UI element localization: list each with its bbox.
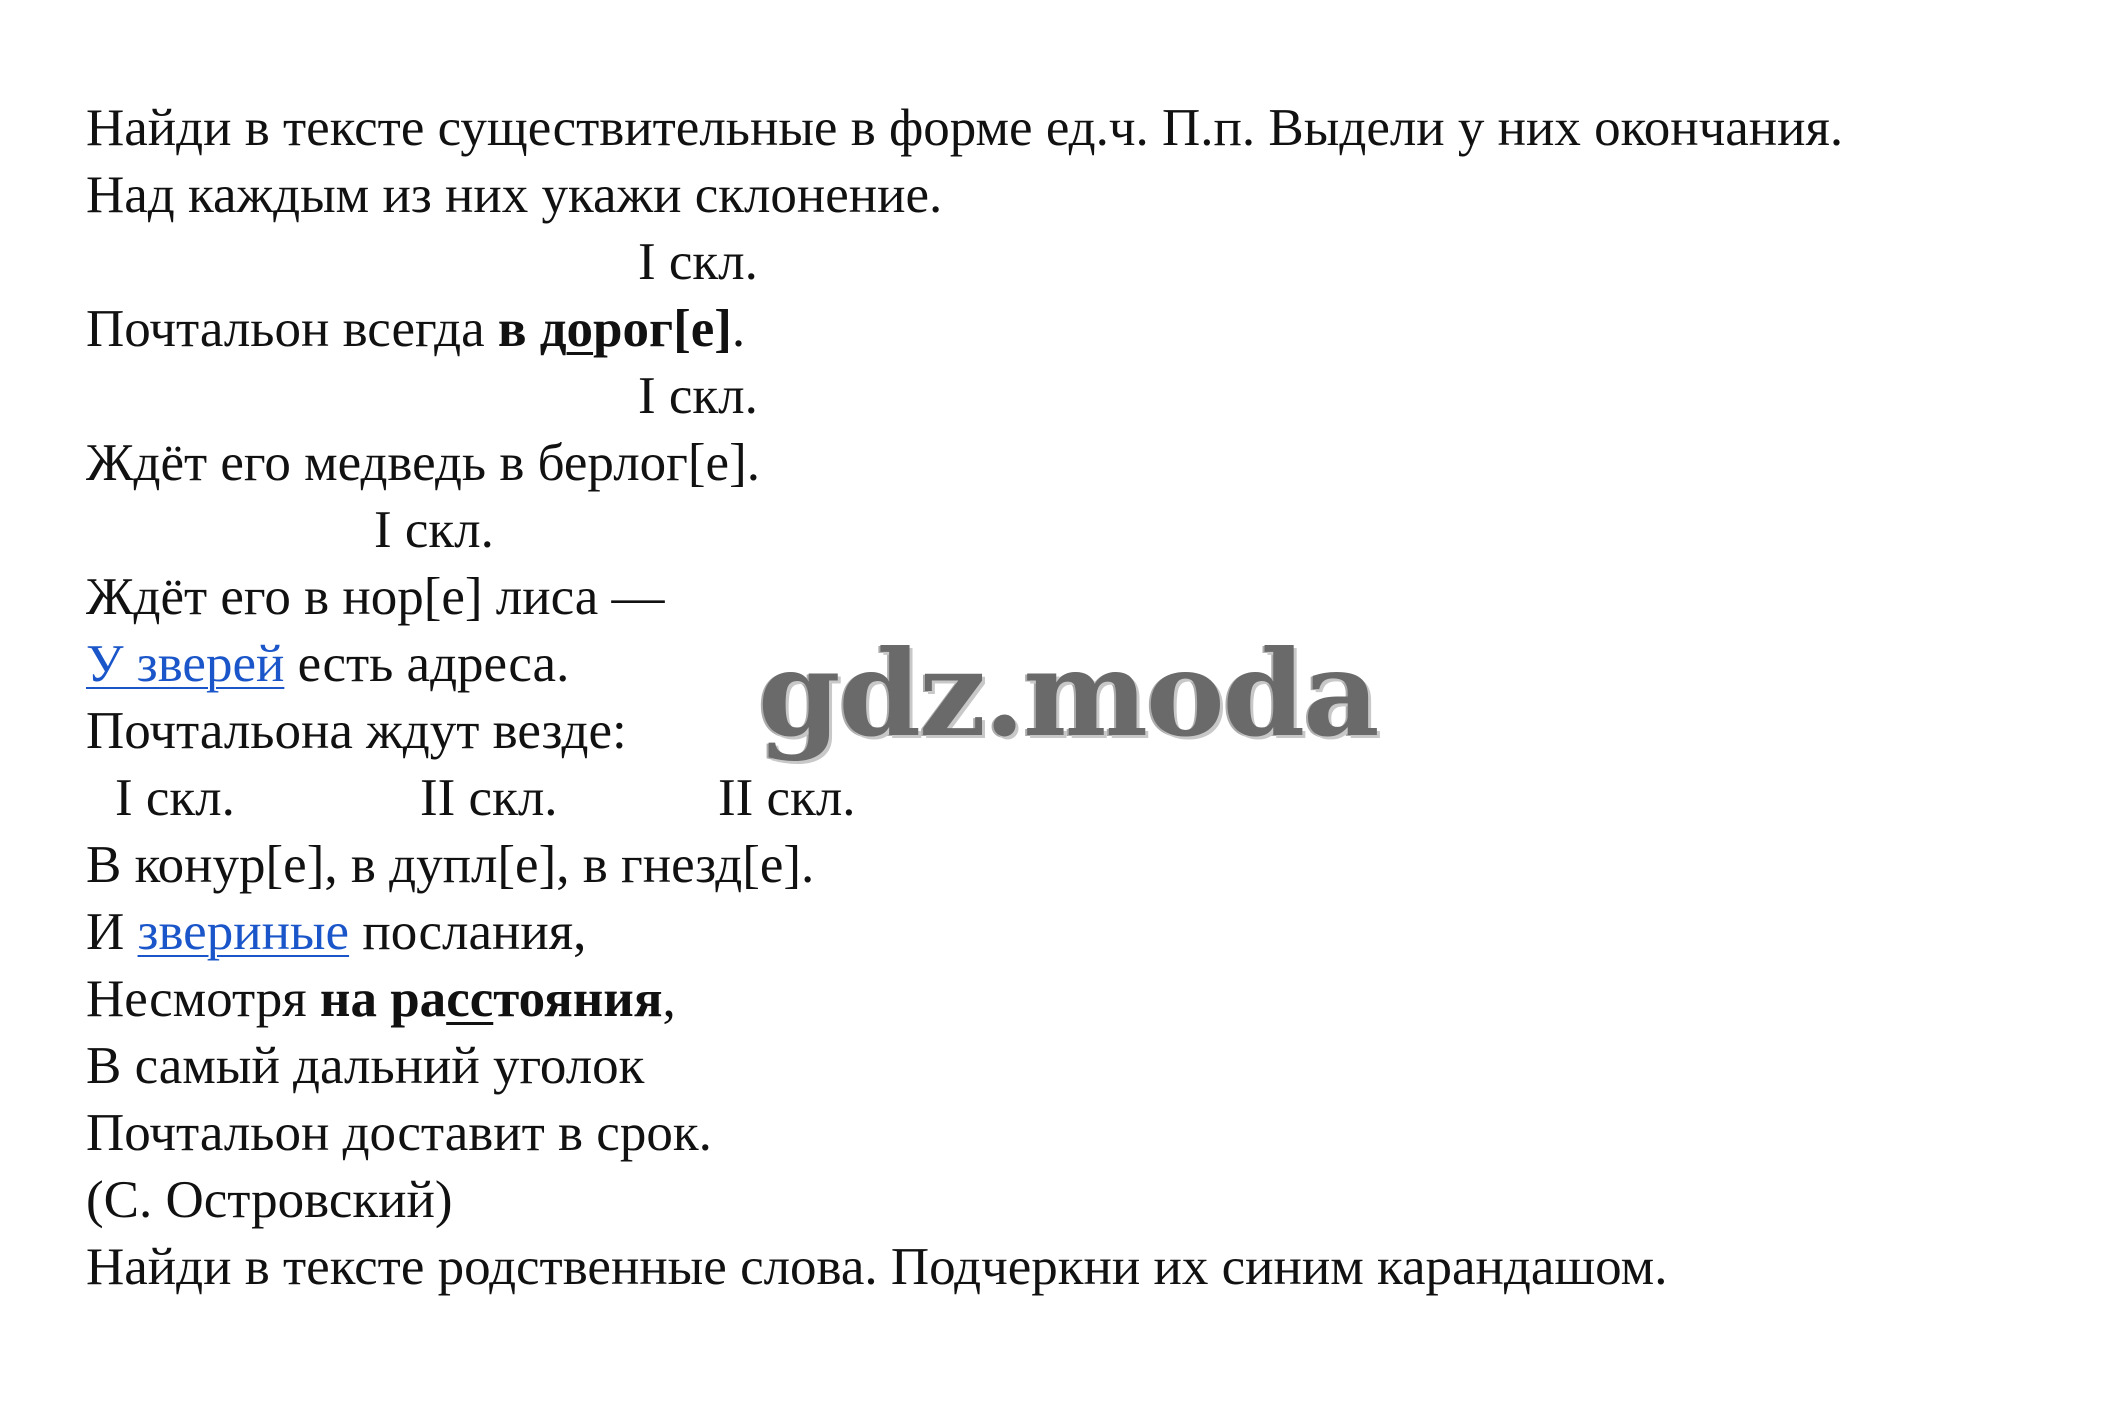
task-line-2: Над каждым из них укажи склонение.	[86, 166, 943, 224]
poem-line-8	[86, 965, 676, 1033]
bold-part-b: рог[е]	[593, 300, 732, 358]
poem-phrase-na-rasstoyaniya	[320, 970, 663, 1028]
poem-line-1-end: .	[731, 300, 746, 358]
poem-line-7-rest: послания,	[349, 903, 587, 961]
poem-line-7	[86, 898, 586, 966]
poem-line-7-pre: И	[86, 903, 138, 961]
link-u-zverey[interactable]: У зверей	[86, 635, 285, 693]
declension-mark-4: I скл.	[115, 769, 235, 827]
poem-line-6: В конур[е], в дупл[е], в гнезд[е].	[86, 836, 815, 894]
poem-line-4-rest: есть адреса.	[284, 635, 570, 693]
underlined-letter: о	[566, 300, 594, 358]
poem-line-9: В самый дальний уголок	[86, 1037, 645, 1095]
poem-line-4	[86, 630, 569, 698]
poem-line-1-text: Почтальон всегда	[86, 300, 498, 358]
poem-phrase-v-doroge	[498, 300, 732, 358]
poem-line-2: Ждёт его медведь в берлог[е].	[86, 434, 760, 492]
poem-line-5: Почтальона ждут везде:	[86, 702, 627, 760]
poem-author: (С. Островский)	[86, 1171, 453, 1229]
underlined-letters: сс	[446, 970, 494, 1028]
bold-part-a: в д	[497, 300, 567, 358]
poem-line-3: Ждёт его в нор[е] лиса —	[86, 568, 665, 626]
declension-mark-5: II скл.	[420, 769, 558, 827]
declension-mark-6: II скл.	[718, 769, 856, 827]
watermark-logo: gdz.moda	[758, 624, 1378, 763]
declension-mark-1: I скл.	[638, 233, 758, 291]
poem-line-8-pre: Несмотря	[86, 970, 320, 1028]
bold-part-b: тояния	[493, 970, 663, 1028]
task-line-1: Найди в тексте существительные в форме ед.ч. П.п. Выдели у них окончания.	[86, 99, 1844, 157]
poem-line-10: Почтальон доставит в срок.	[86, 1104, 712, 1162]
bold-part-a: на ра	[319, 970, 447, 1028]
poem-line-1	[86, 295, 745, 363]
poem-line-8-end: ,	[662, 970, 676, 1028]
declension-mark-3: I скл.	[374, 501, 494, 559]
task-2: Найди в тексте родственные слова. Подчеркни их синим карандашом.	[86, 1238, 1668, 1296]
link-zverinye[interactable]: звериные	[137, 903, 350, 961]
declension-mark-2: I скл.	[638, 367, 758, 425]
